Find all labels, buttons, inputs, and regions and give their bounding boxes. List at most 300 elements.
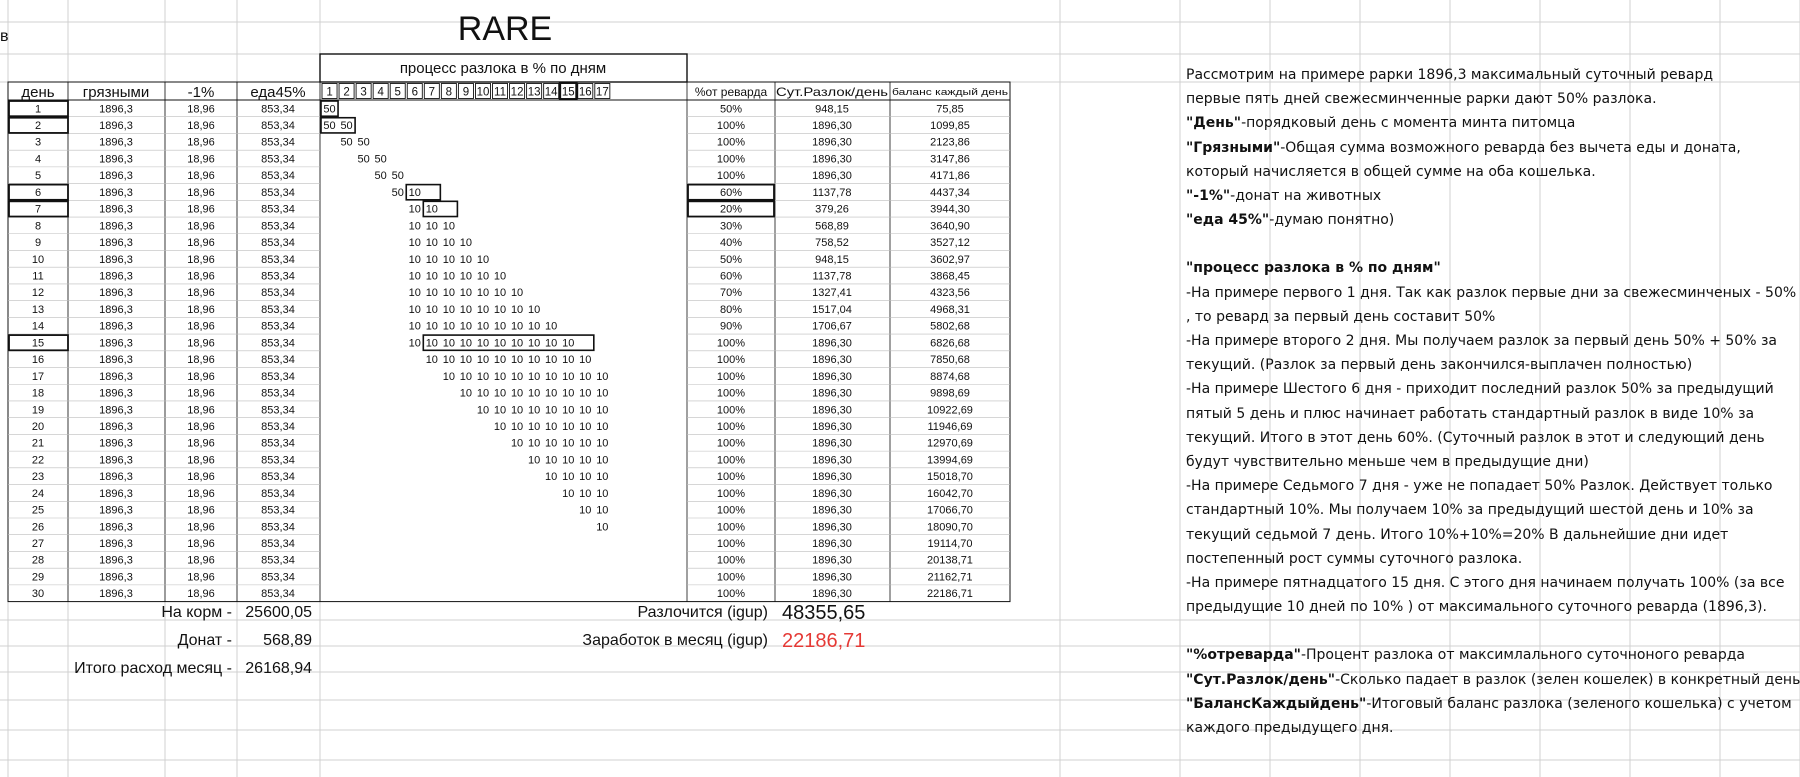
cell-food: 853,34 <box>261 354 295 367</box>
process-cell: 10 <box>510 437 524 450</box>
process-cell: 10 <box>459 370 473 383</box>
notes-line <box>1186 692 1792 716</box>
cell-balance: 3147,86 <box>930 153 970 166</box>
cell-day: 5 <box>34 170 42 183</box>
cell-food: 853,34 <box>261 320 295 333</box>
process-cell: 10 <box>425 220 438 233</box>
process-cell: 10 <box>408 220 421 233</box>
cell-balance: 8874,68 <box>930 370 970 383</box>
cell-reward-percent: 100% <box>716 404 746 417</box>
process-cell: 10 <box>579 487 592 500</box>
cell-balance: 11946,69 <box>927 420 973 433</box>
process-cell: 10 <box>545 320 558 333</box>
cell-balance: 9898,69 <box>930 387 970 400</box>
cell-donate: 18,96 <box>187 253 215 266</box>
cell-daily-unlock: 1327,41 <box>812 287 852 300</box>
process-cell: 10 <box>528 320 541 333</box>
notes-text: , то ревард за первый день составит 50% <box>1186 308 1496 325</box>
process-cell: 10 <box>510 320 524 333</box>
cell-day: 21 <box>31 437 45 450</box>
cell-day: 15 <box>31 337 45 350</box>
cell-balance: 6826,68 <box>930 337 970 350</box>
cell-donate: 18,96 <box>187 354 215 367</box>
process-cell: 10 <box>528 404 541 417</box>
cell-day: 13 <box>31 303 45 316</box>
column-header: грязными <box>82 84 150 101</box>
process-cell: 10 <box>510 354 524 367</box>
cell-reward-percent: 100% <box>716 387 746 400</box>
process-cell: 10 <box>408 237 421 250</box>
notes-term: "%отреварда" <box>1186 647 1301 664</box>
process-cell: 10 <box>442 354 455 367</box>
cell-day: 18 <box>31 387 45 400</box>
day-header: 15 <box>561 86 575 99</box>
cell-reward-percent: 100% <box>716 571 746 584</box>
notes-line <box>1186 329 1786 353</box>
explanation-notes <box>1186 63 1800 740</box>
cell-balance: 3944,30 <box>930 203 970 216</box>
notes-text: текущий седьмой 7 день. Итого 10%+10%=20% В дальнейшие дни идет <box>1186 526 1729 543</box>
process-cell: 10 <box>545 370 558 383</box>
cell-donate: 18,96 <box>187 203 215 216</box>
cell-balance: 4437,34 <box>930 186 970 199</box>
process-cell: 10 <box>562 337 575 350</box>
cell-balance: 2123,86 <box>930 136 970 149</box>
notes-text: стандартный 10%. Мы получаем 10% за предыдущий шестой день и 10% за <box>1186 502 1754 519</box>
process-cell: 50 <box>340 136 353 149</box>
process-cell: 10 <box>493 420 507 433</box>
cell-daily-unlock: 379,26 <box>815 203 849 216</box>
cell-donate: 18,96 <box>187 471 215 484</box>
cell-daily-unlock: 568,89 <box>815 220 849 233</box>
process-cell: 10 <box>528 454 541 467</box>
process-cell: 10 <box>579 387 592 400</box>
process-cell: 10 <box>596 487 609 500</box>
cell-gross: 1896,3 <box>99 170 133 183</box>
notes-text: -Сколько падает в разлок (зелен кошелек) в конкретный день <box>1335 671 1800 688</box>
process-cell: 10 <box>510 420 524 433</box>
cell-food: 853,34 <box>261 487 295 500</box>
process-cell: 10 <box>493 387 507 400</box>
cell-donate: 18,96 <box>187 220 215 233</box>
process-cell: 10 <box>528 370 541 383</box>
cell-food: 853,34 <box>261 337 295 350</box>
cell-day: 12 <box>31 287 45 300</box>
cell-day: 27 <box>31 538 45 551</box>
cell-daily-unlock: 1896,30 <box>812 454 852 467</box>
notes-line <box>1186 63 1786 87</box>
column-header: день <box>21 84 55 101</box>
cell-daily-unlock: 948,15 <box>815 103 849 116</box>
day-header: 14 <box>544 86 558 99</box>
cell-donate: 18,96 <box>187 588 215 601</box>
process-cell: 10 <box>425 203 438 216</box>
cell-daily-unlock: 1896,30 <box>812 136 852 149</box>
notes-line <box>1186 571 1786 595</box>
process-cell: 10 <box>562 354 575 367</box>
cell-donate: 18,96 <box>187 420 215 433</box>
cell-reward-percent: 50% <box>719 103 743 116</box>
cell-gross: 1896,3 <box>99 186 133 199</box>
process-cell: 10 <box>408 303 421 316</box>
cell-donate: 18,96 <box>187 237 215 250</box>
process-cell: 10 <box>562 404 575 417</box>
cell-balance: 19114,70 <box>927 538 973 551</box>
cell-daily-unlock: 1896,30 <box>812 504 852 517</box>
process-cell: 10 <box>476 303 490 316</box>
day-header: 5 <box>394 86 401 99</box>
cell-daily-unlock: 1896,30 <box>812 588 852 601</box>
process-cell: 10 <box>476 370 490 383</box>
cell-day: 26 <box>31 521 45 534</box>
day-header: 17 <box>595 86 609 99</box>
process-cell: 10 <box>408 320 421 333</box>
process-cell: 10 <box>442 220 455 233</box>
process-cell: 10 <box>493 287 507 300</box>
cell-food: 853,34 <box>261 387 295 400</box>
day-header: 12 <box>510 86 524 99</box>
cell-food: 853,34 <box>261 538 295 551</box>
process-cell: 10 <box>476 253 490 266</box>
cell-day: 25 <box>31 504 45 517</box>
summary-donate-value: 568,89 <box>263 632 312 649</box>
cell-day: 6 <box>34 186 42 199</box>
column-header: еда45% <box>250 84 306 101</box>
process-cell: 10 <box>562 370 575 383</box>
process-cell: 10 <box>476 320 490 333</box>
notes-line <box>1186 353 1786 377</box>
process-cell: 10 <box>476 354 490 367</box>
cell-reward-percent: 100% <box>716 420 746 433</box>
process-cell: 10 <box>562 420 575 433</box>
process-cell: 10 <box>408 337 421 350</box>
notes-gap <box>1186 232 1786 256</box>
process-cell: 10 <box>545 471 558 484</box>
notes-text: текущий. (Разлок за первый день закончился-выплачен полностью) <box>1186 357 1693 374</box>
process-cell: 10 <box>528 420 541 433</box>
notes-term: "Грязными" <box>1186 139 1281 156</box>
process-cell: 10 <box>459 237 473 250</box>
cell-daily-unlock: 1706,67 <box>812 320 852 333</box>
cell-balance: 4323,56 <box>930 287 970 300</box>
process-cell: 10 <box>596 387 609 400</box>
cell-reward-percent: 40% <box>719 237 743 250</box>
process-cell: 10 <box>425 337 438 350</box>
process-cell: 10 <box>596 437 609 450</box>
summary-unlock-label: Разлочится (igup) <box>637 604 768 621</box>
day-header: 11 <box>494 86 507 99</box>
cell-day: 30 <box>31 588 45 601</box>
notes-line <box>1186 160 1786 184</box>
process-cell: 50 <box>357 136 370 149</box>
process-cell: 10 <box>476 337 490 350</box>
process-cell: 50 <box>357 153 370 166</box>
process-cell: 10 <box>579 454 592 467</box>
cell-day: 9 <box>34 237 42 250</box>
notes-text: первые пять дней свежесминченные рарки дают 50% разлока. <box>1186 91 1657 108</box>
cell-reward-percent: 100% <box>716 437 746 450</box>
process-cell: 10 <box>442 270 455 283</box>
notes-text: Рассмотрим на примере рарки 1896,3 максимальный суточный ревард <box>1186 67 1714 83</box>
process-cell: 10 <box>493 320 507 333</box>
process-cell: 10 <box>510 303 524 316</box>
cell-reward-percent: 70% <box>719 287 743 300</box>
cell-food: 853,34 <box>261 454 295 467</box>
cell-reward-percent: 60% <box>719 270 743 283</box>
cell-daily-unlock: 1896,30 <box>812 120 852 133</box>
cell-reward-percent: 100% <box>716 504 746 517</box>
process-cell: 50 <box>340 120 353 133</box>
cell-reward-percent: 80% <box>719 303 743 316</box>
cell-food: 853,34 <box>261 237 295 250</box>
day-header: 4 <box>377 86 384 99</box>
process-cell: 10 <box>562 471 575 484</box>
cell-gross: 1896,3 <box>99 471 133 484</box>
cell-gross: 1896,3 <box>99 270 133 283</box>
process-cell: 10 <box>528 437 541 450</box>
process-cell: 10 <box>579 370 592 383</box>
process-cell: 10 <box>425 237 438 250</box>
cell-food: 853,34 <box>261 253 295 266</box>
cell-reward-percent: 90% <box>719 320 743 333</box>
cell-food: 853,34 <box>261 471 295 484</box>
cell-gross: 1896,3 <box>99 103 133 116</box>
cell-daily-unlock: 1896,30 <box>812 437 852 450</box>
notes-line <box>1186 208 1786 232</box>
cell-food: 853,34 <box>261 303 295 316</box>
process-cell: 10 <box>408 253 421 266</box>
table-frame <box>8 82 1010 602</box>
cell-donate: 18,96 <box>187 103 215 116</box>
cell-food: 853,34 <box>261 521 295 534</box>
cell-gross: 1896,3 <box>99 538 133 551</box>
cell-gross: 1896,3 <box>99 136 133 149</box>
cell-day: 24 <box>31 487 45 500</box>
process-cell: 10 <box>425 303 438 316</box>
cell-donate: 18,96 <box>187 170 215 183</box>
summary-earn-label: Заработок в месяц (igup) <box>582 632 768 649</box>
cell-reward-percent: 100% <box>716 521 746 534</box>
process-cell: 10 <box>459 303 473 316</box>
cell-gross: 1896,3 <box>99 437 133 450</box>
cell-daily-unlock: 1896,30 <box>812 337 852 350</box>
summary-earn-value: 22186,71 <box>782 630 866 652</box>
process-cell: 10 <box>510 404 524 417</box>
process-cell: 10 <box>459 354 473 367</box>
process-cell: 10 <box>493 303 507 316</box>
cell-gross: 1896,3 <box>99 287 133 300</box>
process-cell: 10 <box>596 471 609 484</box>
column-header: Сут.Разлок/день <box>776 85 888 99</box>
cell-balance: 15018,70 <box>927 471 973 484</box>
process-cell: 10 <box>562 454 575 467</box>
process-cell: 10 <box>476 404 490 417</box>
cell-food: 853,34 <box>261 153 295 166</box>
cell-daily-unlock: 948,15 <box>815 253 849 266</box>
cell-balance: 16042,70 <box>927 487 973 500</box>
cell-balance: 20138,71 <box>927 554 973 567</box>
day-header: 16 <box>578 86 592 99</box>
process-cell: 10 <box>528 387 541 400</box>
cell-daily-unlock: 1137,78 <box>812 270 852 283</box>
day-header: 1 <box>326 86 333 99</box>
process-cell: 10 <box>425 270 438 283</box>
day-header: 13 <box>527 86 541 99</box>
cell-gross: 1896,3 <box>99 237 133 250</box>
notes-gap <box>1186 619 1786 643</box>
cell-food: 853,34 <box>261 120 295 133</box>
cell-day: 19 <box>31 404 45 417</box>
cell-day: 23 <box>31 471 45 484</box>
notes-line <box>1186 402 1786 426</box>
cell-gross: 1896,3 <box>99 370 133 383</box>
notes-line <box>1186 595 1786 619</box>
day-header: 10 <box>476 86 490 99</box>
summary-total-label: Итого расход месяц - <box>74 660 232 677</box>
cell-daily-unlock: 1896,30 <box>812 387 852 400</box>
cell-daily-unlock: 1137,78 <box>812 186 852 199</box>
day-header: 8 <box>445 86 453 99</box>
cell-gross: 1896,3 <box>99 504 133 517</box>
cell-donate: 18,96 <box>187 186 215 199</box>
notes-line <box>1186 547 1786 571</box>
cell-donate: 18,96 <box>187 287 215 300</box>
cell-donate: 18,96 <box>187 521 215 534</box>
process-cell: 10 <box>545 404 558 417</box>
process-cell: 10 <box>408 270 421 283</box>
cell-reward-percent: 100% <box>716 170 746 183</box>
cell-daily-unlock: 1896,30 <box>812 354 852 367</box>
cell-reward-percent: 100% <box>716 471 746 484</box>
cell-gross: 1896,3 <box>99 220 133 233</box>
cell-gross: 1896,3 <box>99 337 133 350</box>
notes-text: будут чувствительно меньше чем в предыдущие дни) <box>1186 454 1589 471</box>
process-cell: 10 <box>596 521 609 534</box>
cell-balance: 17066,70 <box>927 504 973 517</box>
cell-reward-percent: 100% <box>716 370 746 383</box>
cell-day: 8 <box>34 220 42 233</box>
notes-line <box>1186 305 1786 329</box>
notes-text: -думаю понятно) <box>1269 212 1395 229</box>
cell-food: 853,34 <box>261 504 295 517</box>
cell-reward-percent: 100% <box>716 337 746 350</box>
cell-reward-percent: 100% <box>716 538 746 551</box>
cell-food: 853,34 <box>261 170 295 183</box>
cell-donate: 18,96 <box>187 504 215 517</box>
stray-cell-char: в <box>0 28 9 45</box>
process-cell: 10 <box>562 437 575 450</box>
cell-food: 853,34 <box>261 136 295 149</box>
notes-term: "процесс разлока в % по дням" <box>1186 260 1441 277</box>
cell-day: 29 <box>31 571 45 584</box>
process-cell: 10 <box>476 270 490 283</box>
cell-reward-percent: 100% <box>716 554 746 567</box>
cell-day: 1 <box>34 103 42 116</box>
cell-donate: 18,96 <box>187 370 215 383</box>
cell-gross: 1896,3 <box>99 588 133 601</box>
process-cell: 10 <box>596 404 609 417</box>
notes-line <box>1186 281 1797 305</box>
cell-day: 20 <box>31 420 45 433</box>
notes-line <box>1186 523 1786 547</box>
notes-line <box>1186 498 1786 522</box>
cell-gross: 1896,3 <box>99 454 133 467</box>
cell-day: 11 <box>32 270 44 283</box>
cell-food: 853,34 <box>261 186 295 199</box>
column-header: -1% <box>187 84 215 101</box>
cell-day: 17 <box>31 370 45 383</box>
cell-day: 28 <box>31 554 45 567</box>
cell-balance: 3602,97 <box>930 253 970 266</box>
process-cell: 10 <box>545 420 558 433</box>
column-header: баланс каждый день <box>892 87 1009 97</box>
cell-food: 853,34 <box>261 220 295 233</box>
cell-donate: 18,96 <box>187 153 215 166</box>
notes-line <box>1186 111 1786 135</box>
column-header: %от реварда <box>694 85 768 99</box>
process-cell: 10 <box>425 354 438 367</box>
cell-gross: 1896,3 <box>99 320 133 333</box>
notes-text: текущий. Итого в этот день 60%. (Суточный разлок в этот и следующий день <box>1186 429 1765 446</box>
day-header: 6 <box>411 86 418 99</box>
cell-food: 853,34 <box>261 404 295 417</box>
cell-donate: 18,96 <box>187 270 215 283</box>
summary-unlock-value: 48355,65 <box>782 602 866 624</box>
notes-line <box>1186 184 1786 208</box>
notes-line <box>1186 136 1786 160</box>
sheet-title: RARE <box>457 10 553 48</box>
cell-reward-percent: 20% <box>719 203 743 216</box>
cell-donate: 18,96 <box>187 320 215 333</box>
process-cell: 10 <box>459 337 473 350</box>
cell-gross: 1896,3 <box>99 521 133 534</box>
notes-text: -Общая сумма возможного реварда без вычета еды и доната, <box>1280 139 1741 156</box>
notes-text: -На примере Шестого 6 дня - приходит последний разлок 50% за предыдущий <box>1186 381 1774 398</box>
process-cell: 10 <box>493 354 507 367</box>
notes-text: -На примере пятнадцатого 15 дня. С этого дня начинаем получать 100% (за все <box>1186 575 1785 592</box>
cell-food: 853,34 <box>261 203 295 216</box>
cell-donate: 18,96 <box>187 120 215 133</box>
process-header: процесс разлока в % по дням <box>399 60 607 77</box>
process-cell: 10 <box>442 337 455 350</box>
process-cell: 10 <box>545 337 558 350</box>
cell-day: 10 <box>31 253 45 266</box>
process-cell: 10 <box>459 387 473 400</box>
cell-daily-unlock: 1896,30 <box>812 521 852 534</box>
process-cell: 10 <box>408 203 421 216</box>
process-cell: 10 <box>579 471 592 484</box>
cell-daily-unlock: 1896,30 <box>812 554 852 567</box>
process-cell: 10 <box>493 270 507 283</box>
notes-line <box>1186 474 1786 498</box>
cell-balance: 12970,69 <box>927 437 973 450</box>
cell-reward-percent: 60% <box>719 186 743 199</box>
notes-term: "еда 45%" <box>1186 212 1270 229</box>
cell-balance: 4171,86 <box>930 170 970 183</box>
day-header: 7 <box>428 86 436 99</box>
notes-text: предыдущие 10 дней по 10% ) от максимального суточного реварда (1896,3). <box>1186 599 1767 616</box>
process-cell: 10 <box>442 253 455 266</box>
cell-daily-unlock: 1896,30 <box>812 170 852 183</box>
process-cell: 10 <box>562 487 575 500</box>
notes-line <box>1186 450 1786 474</box>
process-cell: 10 <box>528 354 541 367</box>
process-cell: 10 <box>579 504 592 517</box>
cell-donate: 18,96 <box>187 404 215 417</box>
cell-gross: 1896,3 <box>99 554 133 567</box>
process-cell: 10 <box>493 370 507 383</box>
process-cell: 10 <box>545 354 558 367</box>
